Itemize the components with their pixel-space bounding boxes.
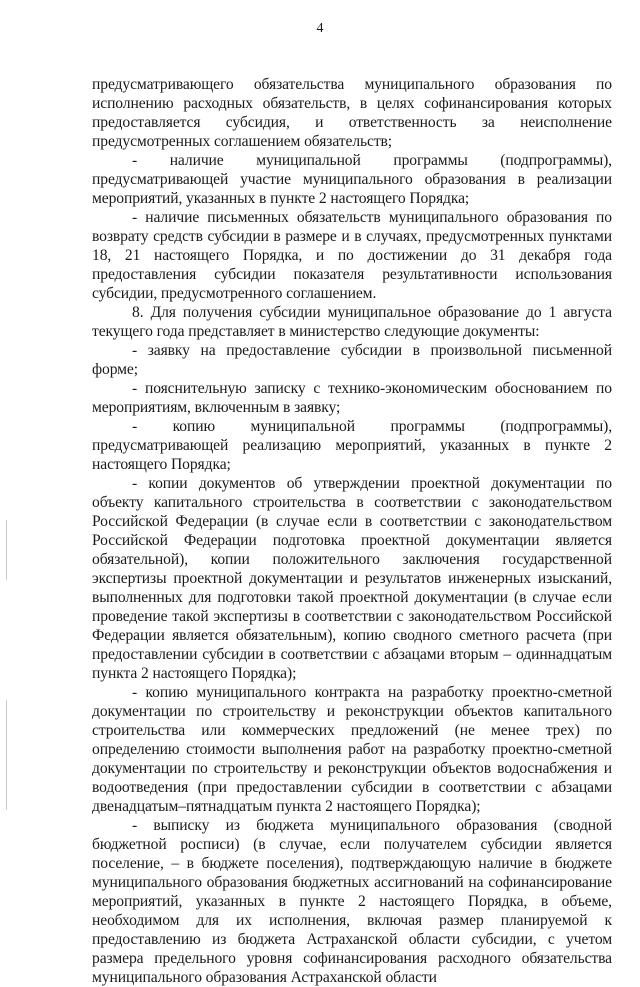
paragraph: - копии документов об утверждении проектной документации по объекту капитального строительства в соответствии с законодательством Российской Федерации (в случае если в соответствии с законодательством Российской Федерации подготовка проектной документации является обязательной), копии положительного заключения государственной экспертизы проектной документации и результатов инженерных изысканий, выполненных для подготовки такой проектной документации (в случае если проведение такой экспертизы в соответствии с законодательством Российской Федерации является обязательным), копию сводного сметного расчета (при предоставлении субсидии в соответствии с абзацами вторым – одиннадцатым пункта 2 настоящего Порядка); bbox=[92, 475, 612, 682]
paragraph: - наличие письменных обязательств муниципального образования по возврату средств субсидии в размере и в случаях, предусмотренных пунктами 18, 21 настоящего Порядка, и по достижении до 31 декабря года предоставления субсидии показателя результативности использования субсидии, предусмотренного соглашением. bbox=[92, 209, 612, 302]
paragraph: - наличие муниципальной программы (подпрограммы), предусматривающей участие муниципального образования в реализации мероприятий, указанных в пункте 2 настоящего Порядка; bbox=[92, 152, 612, 207]
scan-edge-mark bbox=[6, 700, 7, 810]
paragraph: - заявку на предоставление субсидии в произвольной письменной форме; bbox=[92, 342, 612, 378]
paragraph: - выписку из бюджета муниципального образования (сводной бюджетной росписи) (в случае, если получателем субсидии является поселение, – в бюджете поселения), подтверждающую наличие в бюджете муниципального образования бюджетных ассигнований на софинансирование мероприятий, указанных в пункте 2 настоящего Порядка, в объеме, необходимом для их исполнения, включая размер планируемой к предоставлению из бюджета Астраханской области субсидии, с учетом размера предельного уровня софинансирования расходного обязательства муниципального образования Астраханской области bbox=[92, 817, 612, 986]
paragraph: - копию муниципальной программы (подпрограммы), предусматривающей реализацию мероприятий, указанных в пункте 2 настоящего Порядка; bbox=[92, 418, 612, 473]
scan-edge-mark bbox=[6, 520, 7, 580]
document-body bbox=[92, 75, 612, 987]
paragraph: - копию муниципального контракта на разработку проектно-сметной документации по строительству и реконструкции объектов капитального строительства или коммерческих предложений (не менее трех) по определению стоимости выполнения работ на разработку проектно-сметной документации по строительству и реконструкции объектов водоснабжения и водоотведения (при предоставлении субсидии в соответствии с абзацами двенадцатым–пятнадцатым пункта 2 настоящего Порядка); bbox=[92, 684, 612, 815]
paragraph-continuation: предусматривающего обязательства муниципального образования по исполнению расходных обязательств, в целях софинансирования которых предоставляется субсидия, и ответственность за неисполнение предусмотренных соглашением обязательств; bbox=[92, 76, 612, 150]
paragraph: 8. Для получения субсидии муниципальное образование до 1 августа текущего года представляет в министерство следующие документы: bbox=[92, 304, 612, 340]
page-number: 4 bbox=[316, 21, 324, 36]
paragraph: - пояснительную записку с технико-экономическим обоснованием по мероприятиям, включенным в заявку; bbox=[92, 380, 612, 416]
